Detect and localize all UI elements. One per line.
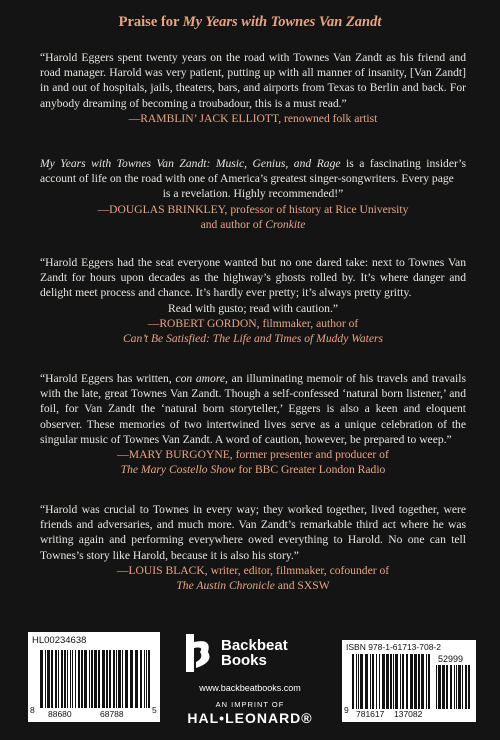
product-barcode	[28, 632, 160, 722]
quote-body: “Harold was crucial to Townes in every way; they worked together, lived together, were friends and adversaries, and much more. Van Zandt’s remarkable third act where he was writing again and performing everywhere owed everything to Harold. No one can tell Townes’s story like Harold, because it is also his story.”	[40, 503, 466, 562]
quote-body-last-line: is a revelation. Highly recommended!”	[162, 187, 344, 201]
attribution-book: Cronkite	[265, 217, 306, 231]
attribution-role: renowned folk artist	[281, 111, 378, 125]
attribution-name: —MARY BURGOYNE,	[117, 448, 233, 462]
quote-attribution	[40, 563, 466, 593]
quote-brinkley	[40, 156, 466, 232]
publisher-name-line2: Books	[221, 652, 267, 669]
attribution-role-line2: and author of	[200, 217, 266, 231]
barcode-bars-left	[40, 650, 152, 708]
quote-body-text: is a fascinating insider’s account of life on the road with one of America’s greatest singer-songwriters. Every page	[40, 157, 467, 186]
attribution-book: The Austin Chronicle	[176, 579, 275, 593]
quote-elliott	[40, 50, 466, 126]
quote-attribution	[40, 447, 466, 477]
quote-attribution	[40, 316, 466, 346]
quote-body: “Harold Eggers spent twenty years on the road with Townes Van Zandt as his friend and road manager. Harold was very patient, putting up with all manner of insanity, [Van Zandt] in and out of hospitals, jails, theaters, bars, and airports from Texas to Berlin and back. For anybody dreaming of becoming a troubadour, this is a must read.”	[40, 51, 466, 110]
product-code: HL00234638	[32, 635, 87, 646]
quote-book-title: My Years with Townes Van Zandt: Music, Genius, and Rage	[40, 157, 341, 170]
quote-gordon	[40, 255, 466, 346]
attribution-name: —DOUGLAS BRINKLEY,	[97, 202, 228, 216]
isbn-digits-group-1: 781617	[356, 709, 385, 719]
quote-black	[40, 502, 466, 593]
barcode-digit-check: 5	[152, 705, 157, 715]
barcode-digits-group-2: 68788	[100, 709, 124, 719]
attribution-role: writer, editor, filmmaker, cofounder of	[207, 563, 390, 577]
attribution-name: —ROBERT GORDON,	[147, 316, 260, 330]
quote-body-emphasis: con amore	[175, 372, 226, 385]
quote-body-text: “Harold Eggers has written,	[40, 372, 176, 385]
isbn-barcode	[342, 640, 476, 722]
price-barcode-bars	[436, 665, 472, 709]
imprint-label: AN IMPRINT OF	[215, 700, 285, 709]
publisher-name	[221, 638, 288, 668]
praise-heading-prefix: Praise for	[118, 14, 183, 30]
attribution-role: professor of history at Rice University	[227, 202, 409, 216]
isbn-digit-lead: 9	[344, 705, 349, 715]
attribution-book: Can’t Be Satisfied: The Life and Times of Muddy Waters	[122, 332, 384, 346]
praise-heading-title: My Years with Townes Van Zandt	[182, 14, 382, 30]
attribution-tail: and SXSW	[274, 579, 330, 593]
publisher-url: www.backbeatbooks.com	[199, 683, 301, 693]
attribution-role: filmmaker, author of	[259, 316, 359, 330]
praise-heading	[0, 14, 500, 31]
quote-body-text-2: , an illuminating memoir of his travels and travails with the late, great Townes Van Zandt. Though a self-confessed ‘natural born listener,’ and foil, for Van Zandt the ‘natural born storyteller,’ Eggers is also a keen and eloquent observer. These memories of two intertwined lives serve as a unique celebration of the singular music of Townes Van Zandt. A word of caution, however, be prepared to weep.”	[40, 372, 466, 446]
barcode-digits-group-1: 88680	[48, 709, 72, 719]
quote-attribution	[40, 111, 466, 126]
attribution-name: —LOUIS BLACK,	[116, 563, 208, 577]
attribution-name: —RAMBLIN’ JACK ELLIOTT,	[128, 111, 282, 125]
publisher-name-line1: Backbeat	[221, 637, 288, 654]
attribution-role: former presenter and producer of	[232, 448, 389, 462]
isbn-barcode-bars	[352, 654, 432, 709]
quote-body-last-line: Read with gusto; read with caution.”	[167, 301, 338, 315]
price-code: 52999	[438, 654, 464, 664]
quote-attribution	[40, 202, 466, 232]
isbn-digits-group-2: 137082	[394, 709, 423, 719]
quote-burgoyne	[40, 371, 466, 477]
backbeat-logo-icon	[182, 632, 216, 674]
attribution-tail: for BBC Greater London Radio	[235, 463, 386, 477]
quote-body	[40, 156, 466, 186]
quote-body	[40, 371, 466, 447]
hal-leonard-logo: HAL•LEONARD®	[187, 710, 313, 726]
barcode-digit-lead: 8	[30, 705, 35, 715]
isbn-text: ISBN 978-1-61713-708-2	[346, 642, 441, 652]
quote-body: “Harold Eggers had the seat everyone wanted but no one dared take: next to Townes Van Zandt for hours upon decades as the highway’s ghosts rolled by. It’s where danger and delight meet process and chance. It’s hardly ever pretty; it’s always pretty gritty.	[40, 256, 466, 300]
attribution-book: The Mary Costello Show	[120, 463, 236, 477]
